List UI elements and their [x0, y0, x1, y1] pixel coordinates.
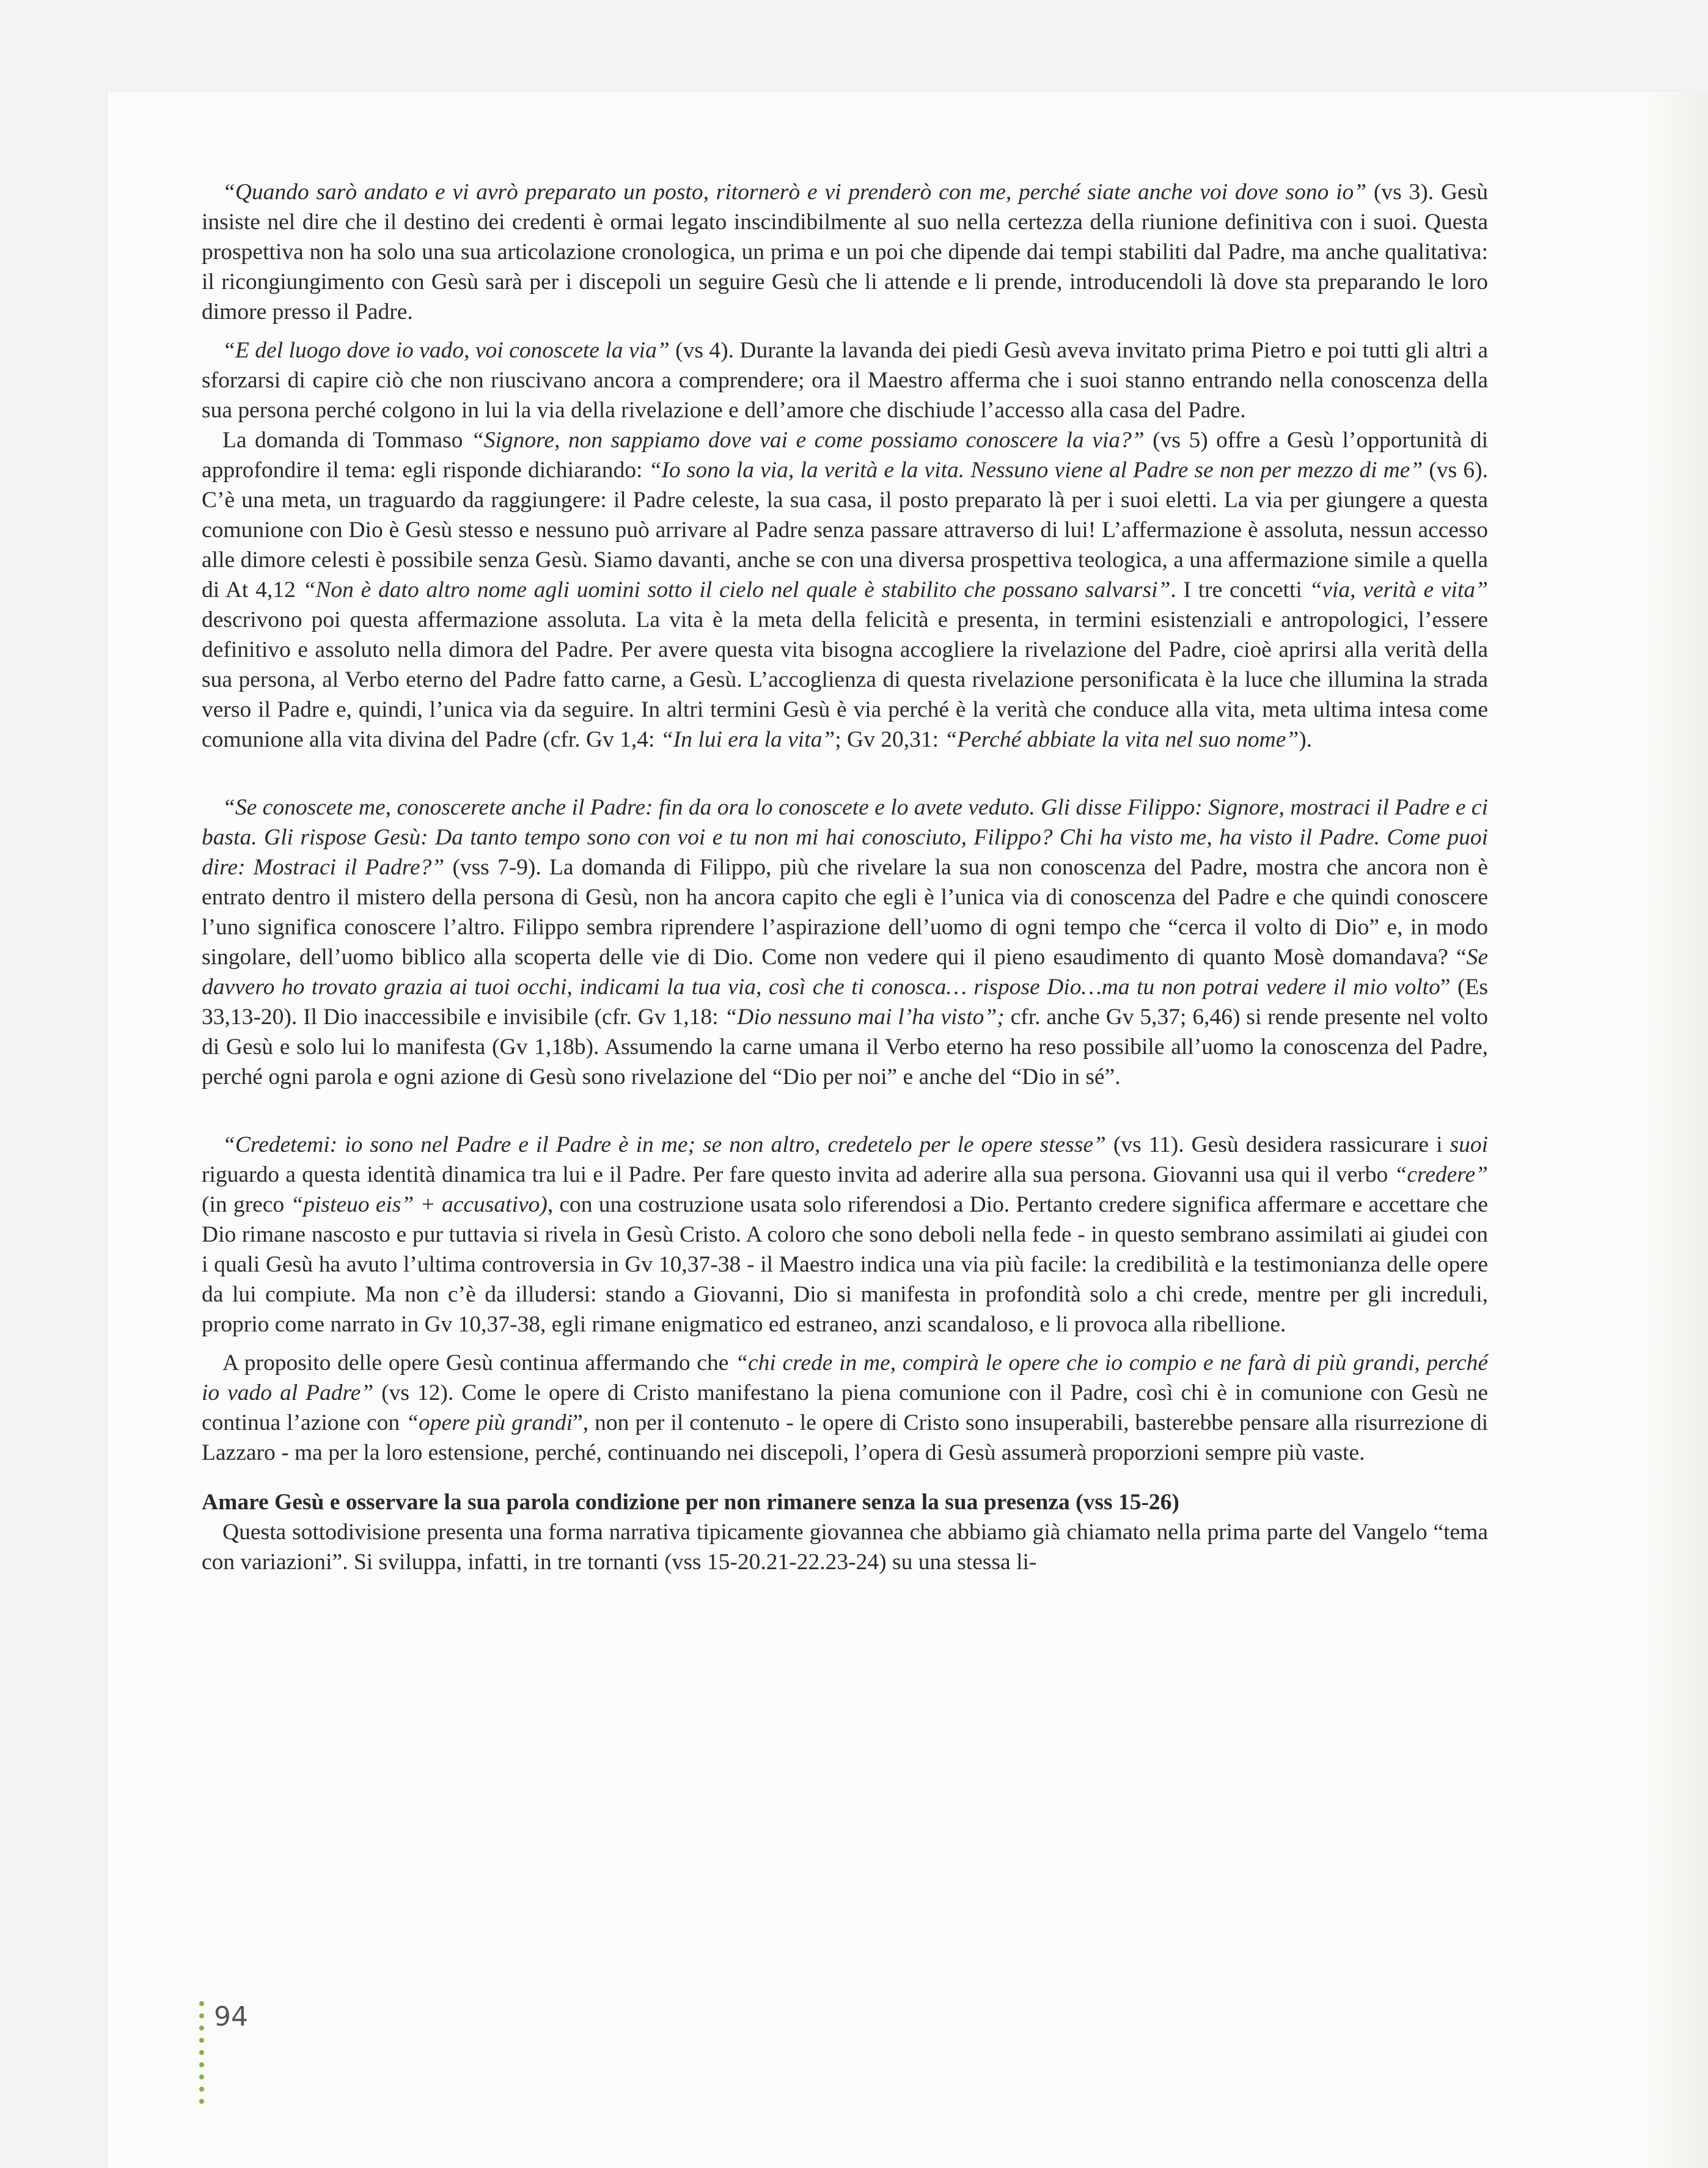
text-run: riguardo a questa identità dinamica tra lui e il Padre. Per fare questo invita ad aderire alla sua persona. Giovanni usa qui il verbo: [202, 1162, 1395, 1187]
dot: [199, 2075, 204, 2079]
paragraph: [202, 1130, 1488, 1339]
dot: [199, 2099, 204, 2104]
italic-run: “In lui era la vita”: [660, 727, 835, 752]
dot: [199, 2013, 204, 2018]
italic-run: “Dio nessuno mai l’ha visto”;: [724, 1005, 1005, 1030]
dot: [199, 2026, 204, 2031]
text-run: (vs 5) offre a Gesù l’opportunità di approfondire il tema: egli risponde dichiarando:: [202, 428, 1488, 483]
page-edge: [1644, 92, 1708, 2168]
italic-run: “via, verità e vita”: [1309, 577, 1488, 602]
italic-run: Se davvero ho trovato grazia ai tuoi occhi, indicami la tua via, così che ti conosca… rispose Dio…ma tu non potrai vedere il mio volto: [202, 945, 1488, 1000]
italic-run: suoi: [1450, 1132, 1488, 1157]
text-run: descrivono poi questa affermazione assoluta. La vita è la meta della felicità e presenta, in termini esistenziali e antropologici, l’essere definitivo e assoluto nella dimora del Padre. Per avere questa vita bisogna accogliere la rivelazione del Padre, cioè aprirsi alla verità della sua persona, al Verbo eterno del Padre fatto carne, a Gesù. L’accoglienza di questa rivelazione personificata è la luce che illumina la strada verso il Padre e, quindi, l’unica via da seguire. In altri termini Gesù è via perché è la verità che conduce alla vita, meta ultima intesa come comunione alla vita divina del Padre (cfr. Gv 1,4:: [202, 607, 1488, 752]
italic-run: “Non è dato altro nome agli uomini sotto il cielo nel quale è stabilito che possano salvarsi”: [302, 577, 1171, 602]
text-run: (in greco: [202, 1192, 291, 1217]
text-run: (vs 11). Gesù desidera rassicurare i: [1105, 1132, 1450, 1157]
decorative-dots: [199, 2001, 205, 2111]
paragraph: [202, 793, 1488, 1092]
italic-run: “Perché abbiate la vita nel suo nome”: [944, 727, 1299, 752]
dot: [199, 2062, 204, 2067]
page-number: 94: [214, 2001, 248, 2032]
italic-run: “Se conoscete me, conoscerete anche il Padre: fin da ora lo conoscete e lo avete veduto. Gli disse Filippo: Signore, mostraci il Padre e ci basta. Gli rispose Gesù: Da tanto tempo sono con voi e tu non mi hai conosciuto, Filippo? Chi ha visto me, ha visto il Padre. Come puoi dire: Mostraci il Padre?”: [202, 795, 1488, 880]
italic-run: “Io sono la via, la verità e la vita. Nessuno viene al Padre se non per mezzo di me”: [648, 458, 1423, 483]
body-text: [202, 177, 1488, 1577]
paragraph: [202, 1348, 1488, 1468]
dot: [199, 2050, 204, 2055]
text-run: , con una costruzione usata solo riferendosi a Dio. Pertanto credere significa affermare e accettare che Dio rimane nascosto e pur tuttavia si rivela in Gesù Cristo. A coloro che sono deboli nella fede - in questo sembrano assimilati ai giudei con i quali Gesù ha avuto l’ultima controversia in Gv 10,37-38 - il Maestro indica una via più facile: la credibilità e la testimonianza delle opere da lui compiute. Ma non c’è da illudersi: stando a Giovanni, Dio si manifesta in profondità solo a chi crede, mentre per gli increduli, proprio come narrato in Gv 10,37-38, egli rimane enigmatico ed estraneo, anzi scandaloso, e li provoca alla ribellione.: [202, 1192, 1488, 1337]
italic-run: “chi crede in me, compirà le opere che io compio e ne farà di più grandi, perché io vado al Padre”: [202, 1350, 1488, 1405]
dot: [199, 2038, 204, 2043]
text-run: A proposito delle opere Gesù continua affermando che: [222, 1350, 736, 1375]
text-run: (vs 6). C’è una meta, un traguardo da raggiungere: il Padre celeste, la sua casa, il posto preparato là per i suoi eletti. La via per giungere a questa comunione con Dio è Gesù stesso e nessuno può arrivare al Padre senza passare attraverso di lui! L’affermazione è assoluta, nessun accesso alle dimore celesti è possibile senza Gesù. Siamo davanti, anche se con una diversa prospettiva teologica, a una affermazione simile a quella di At 4,12: [202, 458, 1488, 602]
text-run: (vs 12). Come le opere di Cristo manifestano la piena comunione con il Padre, così chi è in comunione con Gesù ne continua l’azione con: [202, 1380, 1488, 1435]
text-run: ”, non per il contenuto - le opere di Cristo sono insuperabili, basterebbe pensare alla risurrezione di Lazzaro - ma per la loro estensione, perché, continuando nei discepoli, l’opera di Gesù assumerà proporzioni sempre più vaste.: [202, 1410, 1488, 1465]
paragraph: [202, 1517, 1488, 1577]
text-run: ” (Es 33,13-20). Il Dio inaccessibile e invisibile (cfr. Gv 1,18:: [202, 975, 1488, 1030]
italic-run: “credere”: [1394, 1162, 1488, 1187]
text-run: (vs 4). Durante la lavanda dei piedi Gesù aveva invitato prima Pietro e poi tutti gli altri a sforzarsi di capire ciò che non riuscivano ancora a comprendere; ora il Maestro afferma che i suoi stanno entrando nella conoscenza della sua persona perché colgono in lui la via della rivelazione e dell’amore che dischiude l’accesso alla casa del Padre.: [202, 338, 1488, 423]
italic-run: “Quando sarò andato e vi avrò preparato un posto, ritornerò e vi prenderò con me, perché siate anche voi dove sono io”: [222, 180, 1367, 205]
text-run: ; Gv 20,31:: [835, 727, 945, 752]
text-run: cfr. anche Gv 5,37; 6,46) si rende presente nel volto di Gesù e solo lui lo manifesta (Gv 1,18b). Assumendo la carne umana il Verbo eterno ha reso possibile all’uomo la conoscenza del Padre, perché ogni parola e ogni azione di Gesù sono rivelazione del “Dio per noi” e anche del “Dio in sé”.: [202, 1005, 1489, 1089]
italic-run: “Signore, non sappiamo dove vai e come possiamo conoscere la via?”: [471, 428, 1145, 453]
italic-run: “pisteuo eis” + accusativo): [290, 1192, 548, 1217]
text-run: Questa sottodivisione presenta una forma narrativa tipicamente giovannea che abbiamo già chiamato nella prima parte del Vangelo “tema con variazioni”. Si sviluppa, infatti, in tre tornanti (vss 15-20.21-22.23-24) su una stessa li-: [202, 1520, 1488, 1575]
text-run: . I tre concetti: [1170, 577, 1310, 602]
text-run: La domanda di Tommaso: [222, 428, 471, 453]
paragraph: [202, 177, 1488, 327]
italic-run: “opere più grandi: [406, 1410, 573, 1435]
italic-run: “E del luogo dove io vado, voi conoscete la via”: [222, 338, 670, 363]
text-run: ).: [1299, 727, 1313, 752]
paragraph: [202, 425, 1488, 755]
italic-run: “Credetemi: io sono nel Padre e il Padre è in me; se non altro, credetelo per le opere stesse”: [222, 1132, 1106, 1157]
paragraph: [202, 335, 1488, 425]
dot: [199, 2087, 204, 2092]
section-heading: [202, 1487, 1488, 1517]
text-run: Amare Gesù e osservare la sua parola condizione per non rimanere senza la sua presenza (vss 15-26): [202, 1490, 1179, 1515]
dot: [199, 2001, 204, 2006]
text-run: (vs 3). Gesù insiste nel dire che il destino dei credenti è ormai legato inscindibilmente al suo nella certezza della riunione definitiva con i suoi. Questa prospettiva non ha solo una sua articolazione cronologica, un prima e un poi che dipende dai tempi stabiliti dal Padre, ma anche qualitativa: il ricongiungimento con Gesù sarà per i discepoli un seguire Gesù che li attende e li prende, introducendoli là dove sta preparando le loro dimore presso il Padre.: [202, 180, 1489, 324]
text-run: (vss 7-9). La domanda di Filippo, più che rivelare la sua non conoscenza del Padre, mostra che ancora non è entrato dentro il mistero della persona di Gesù, non ha ancora capito che egli è l’unica via di conoscenza del Padre e che quindi conoscere l’uno significa conoscere l’altro. Filippo sembra riprendere l’aspirazione dell’uomo di ogni tempo che “cerca il volto di Dio” e, in modo singolare, dell’uomo biblico alla scoperta delle vie di Dio. Come non vedere qui il pieno esaudimento di quanto Mosè domandava? “: [202, 855, 1489, 970]
